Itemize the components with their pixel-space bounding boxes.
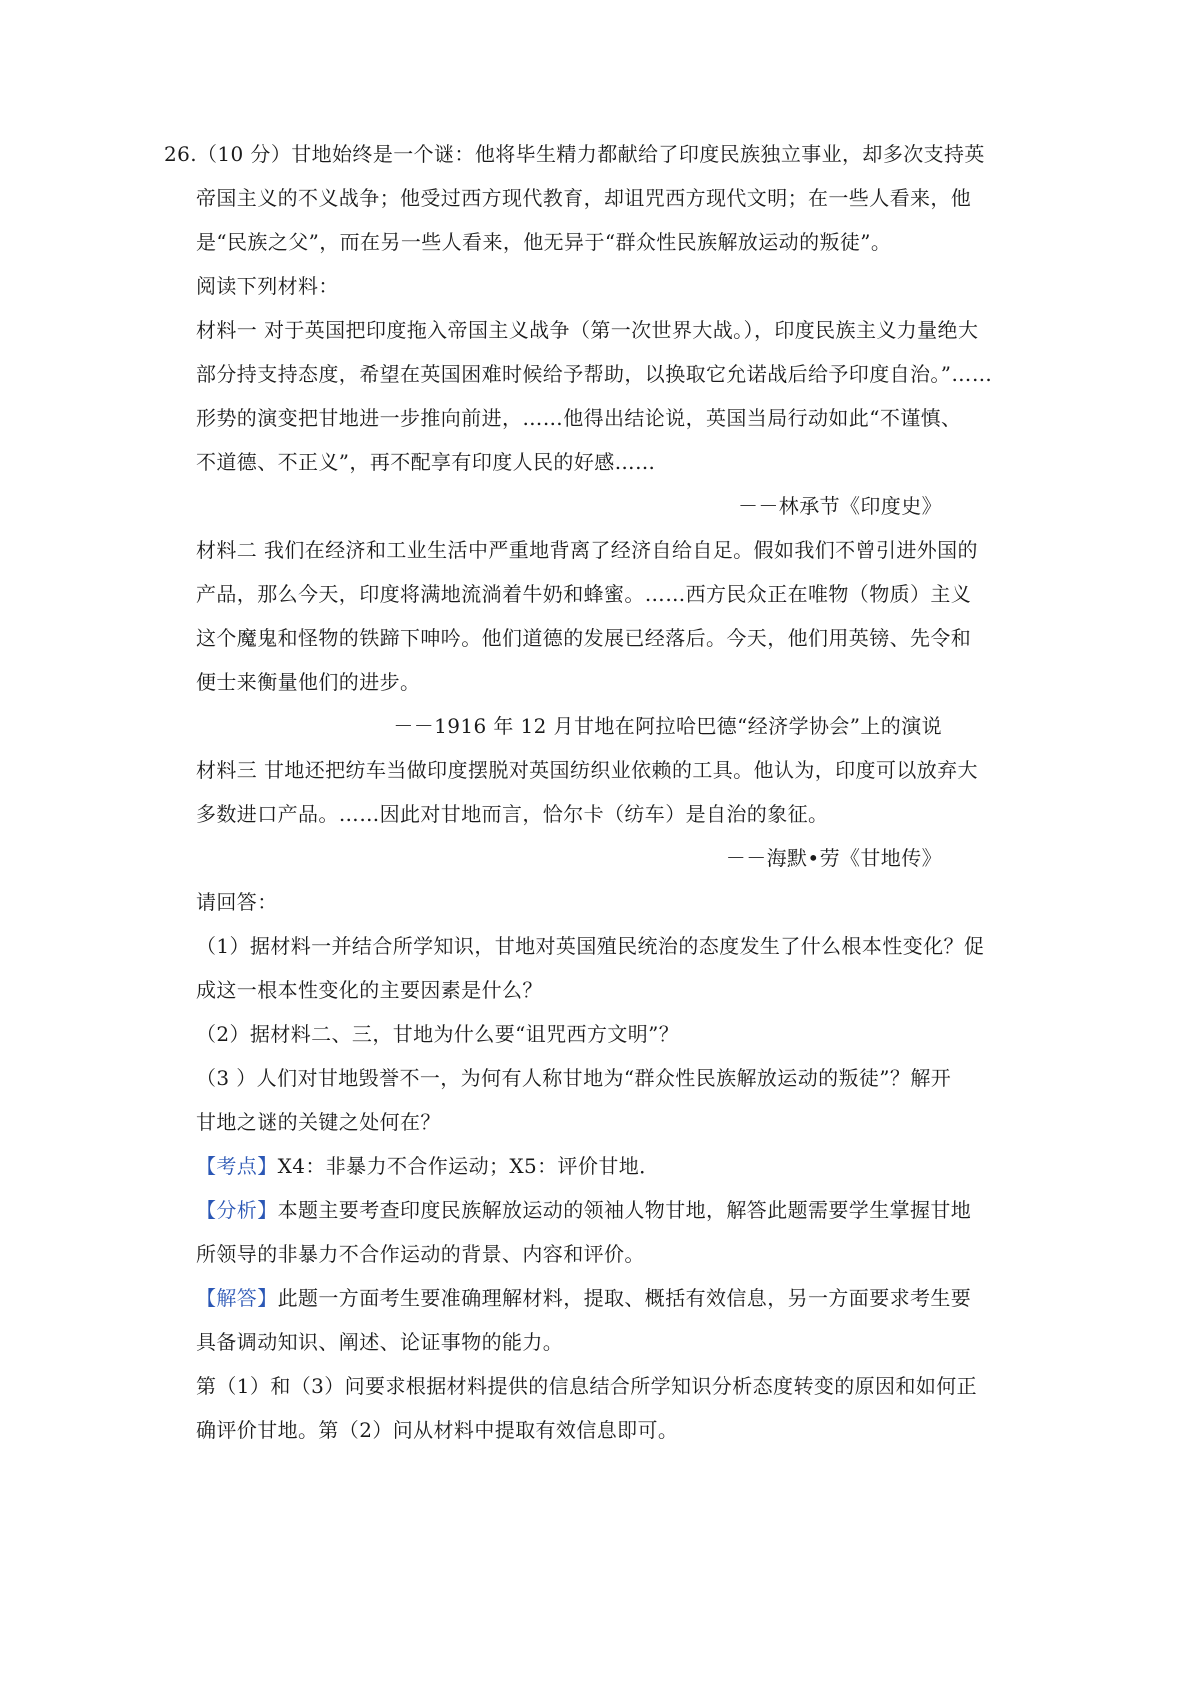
material-3-line: 多数进口产品。……因此对甘地而言，恰尔卡（纺车）是自治的象征。 bbox=[196, 802, 829, 826]
kaodian-text: X4：非暴力不合作运动；X5：评价甘地． bbox=[277, 1154, 660, 1178]
answer-prompt: 请回答： bbox=[196, 890, 278, 914]
fenxi-line bbox=[196, 1196, 971, 1224]
material-3-source: －－海默•劳《甘地传》 bbox=[725, 846, 942, 870]
jieda-text-cont: 具备调动知识、阐述、论证事物的能力。 bbox=[196, 1330, 564, 1354]
material-2-line: 产品，那么今天，印度将满地流淌着牛奶和蜂蜜。……西方民众正在唯物（物质）主义 bbox=[196, 582, 972, 606]
sub-question-1-cont: 成这一根本性变化的主要因素是什么？ bbox=[196, 978, 543, 1002]
material-2-line: 便士来衡量他们的进步。 bbox=[196, 670, 421, 694]
material-2-line: 材料二 我们在经济和工业生活中严重地背离了经济自给自足。假如我们不曾引进外国的 bbox=[196, 538, 978, 562]
fenxi-text-cont: 所领导的非暴力不合作运动的背景、内容和评价。 bbox=[196, 1242, 645, 1266]
sub-question-3: （3 ）人们对甘地毁誉不一，为何有人称甘地为“群众性民族解放运动的叛徒”？解开 bbox=[196, 1066, 952, 1090]
material-2-line: 这个魔鬼和怪物的铁蹄下呻吟。他们道德的发展已经落后。今天，他们用英镑、先令和 bbox=[196, 626, 972, 650]
sub-question-2: （2）据材料二、三，甘地为什么要“诅咒西方文明”？ bbox=[196, 1022, 680, 1046]
material-3-line: 材料三 甘地还把纺车当做印度摆脱对英国纺织业依赖的工具。他认为，印度可以放弃大 bbox=[196, 758, 978, 782]
question-stem-line: 帝国主义的不义战争；他受过西方现代教育，却诅咒西方现代文明；在一些人看来，他 bbox=[196, 186, 972, 210]
guide-line: 确评价甘地。第（2）问从材料中提取有效信息即可。 bbox=[196, 1418, 679, 1442]
jieda-text: 此题一方面考生要准确理解材料，提取、概括有效信息，另一方面要求考生要 bbox=[277, 1286, 972, 1310]
sub-question-1: （1）据材料一并结合所学知识，甘地对英国殖民统治的态度发生了什么根本性变化？促 bbox=[196, 934, 985, 958]
sub-question-3-cont: 甘地之谜的关键之处何在？ bbox=[196, 1110, 441, 1134]
material-1-line: 不道德、不正义”，再不配享有印度人民的好感…… bbox=[196, 450, 656, 474]
material-1-source: －－林承节《印度史》 bbox=[738, 494, 942, 518]
material-1-line: 形势的演变把甘地进一步推向前进，……他得出结论说，英国当局行动如此“不谨慎、 bbox=[196, 406, 962, 430]
question-stem-line: 是“民族之父”，而在另一些人看来，他无异于“群众性民族解放运动的叛徒”。 bbox=[196, 230, 892, 254]
kaodian-tag: 【考点】 bbox=[196, 1154, 278, 1178]
guide-line: 第（1）和（3）问要求根据材料提供的信息结合所学知识分析态度转变的原因和如何正 bbox=[196, 1374, 978, 1398]
fenxi-text: 本题主要考查印度民族解放运动的领袖人物甘地，解答此题需要学生掌握甘地 bbox=[277, 1198, 972, 1222]
material-2-source: －－1916 年 12 月甘地在阿拉哈巴德“经济学协会”上的演说 bbox=[393, 714, 942, 738]
kaodian-line bbox=[196, 1152, 660, 1180]
jieda-tag: 【解答】 bbox=[196, 1286, 278, 1310]
instruction-text: 阅读下列材料： bbox=[196, 274, 339, 298]
jieda-line bbox=[196, 1284, 971, 1312]
material-1-line: 材料一 对于英国把印度拖入帝国主义战争（第一次世界大战。），印度民族主义力量绝大 bbox=[196, 318, 979, 342]
material-1-line: 部分持支持态度，希望在英国困难时候给予帮助，以换取它允诺战后给予印度自治。”…… bbox=[196, 362, 993, 386]
fenxi-tag: 【分析】 bbox=[196, 1198, 278, 1222]
question-stem-line: 26.（10 分）甘地始终是一个谜：他将毕生精力都献给了印度民族独立事业，却多次支持英 bbox=[164, 142, 985, 166]
